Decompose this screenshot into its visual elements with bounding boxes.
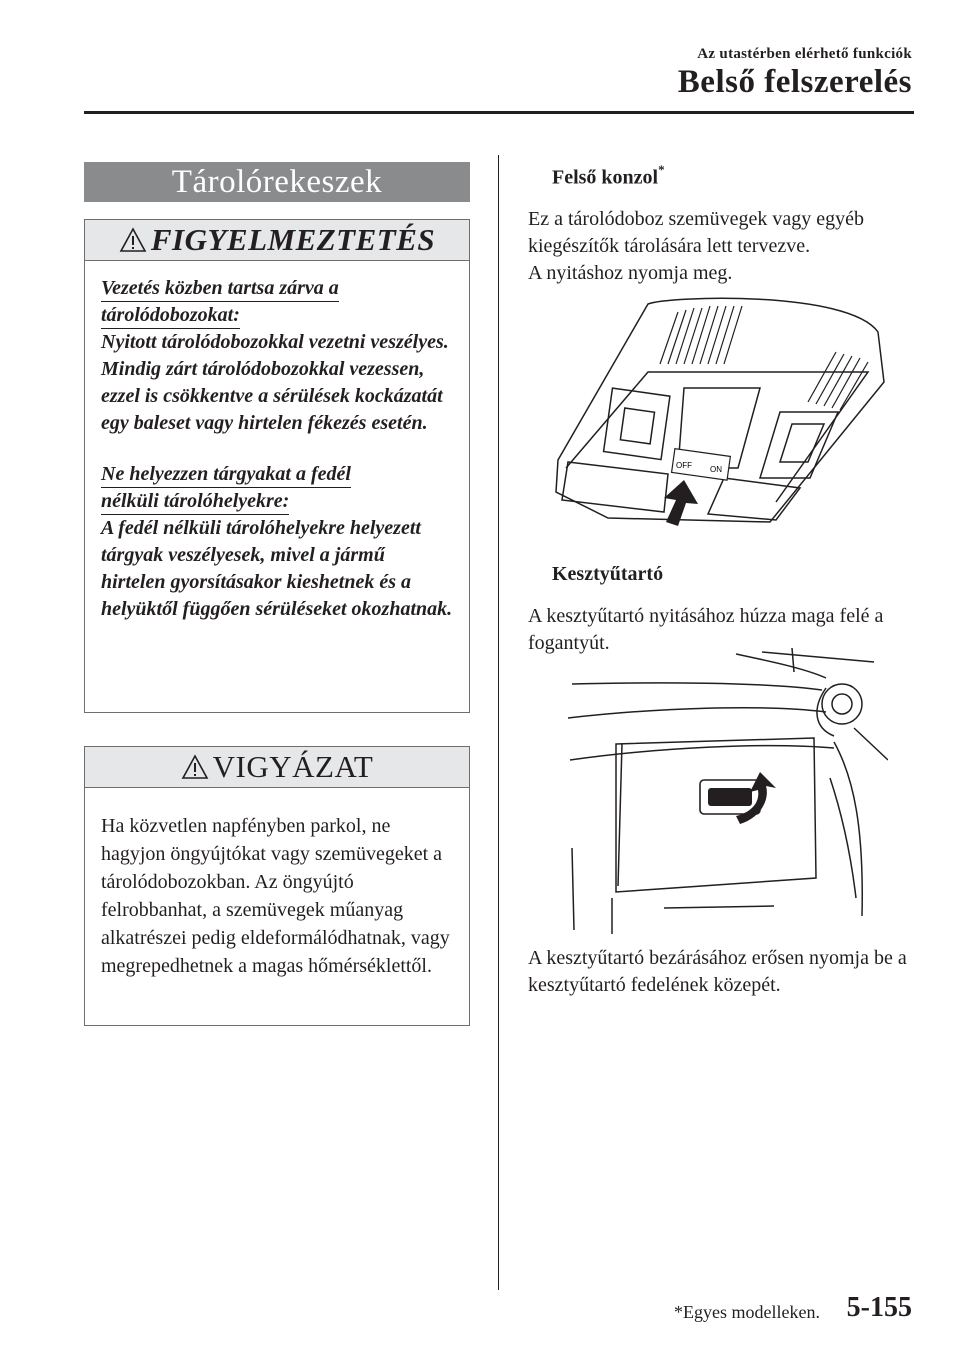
- off-label: OFF: [676, 461, 692, 470]
- overhead-console-asterisk: *: [658, 162, 665, 177]
- overhead-console-title-text: Felső konzol: [552, 166, 659, 189]
- caution-body: [85, 788, 469, 980]
- caution-header: [85, 747, 469, 788]
- overhead-console-title: [552, 164, 665, 190]
- warning-subheading-2a: Ne helyezzen tárgyakat a fedél: [101, 461, 351, 488]
- caution-heading: VIGYÁZAT: [212, 749, 374, 784]
- warning-text-2: A fedél nélküli tárolóhelyekre helyezett tárgyak veszélyesek, mivel a jármű hirtelen gyorsításakor kieshetnek és a helyüktől függően sérüléseket okozhatnak.: [101, 517, 453, 620]
- warning-body: [85, 261, 469, 623]
- warning-box: [84, 219, 470, 713]
- overhead-console-line-1: Ez a tárolódoboz szemüvegek vagy egyéb: [528, 208, 864, 230]
- warning-triangle-icon: [181, 754, 209, 780]
- caution-text: Ha közvetlen napfényben parkol, ne hagyjon öngyújtókat vagy szemüvegeket a tárolódobozokban. Az öngyújtó felrobbanhat, a szemüvegek műanyag alkatrészei pedig eldeformálódhatnak, vagy megrepedhetnek a magas hőmérséklettől.: [101, 815, 450, 977]
- warning-text-1: Nyitott tárolódobozokkal vezetni veszélyes. Mindig zárt tárolódobozokkal vezessen, ezzel is csökkentve a sérülések kockázatát egy baleset vagy hirtelen fékezés esetén.: [101, 331, 449, 434]
- chapter-subtitle: Az utastérben elérhető funkciók: [697, 46, 912, 62]
- overhead-console-line-2: kiegészítők tárolására lett tervezve.: [528, 235, 811, 257]
- header-rule: [84, 111, 914, 114]
- warning-heading: FIGYELMEZTETÉS: [150, 222, 436, 257]
- glove-box-open-text: A kesztyűtartó nyitásához húzza maga felé a fogantyút.: [528, 605, 884, 654]
- footnote: *Egyes modelleken.: [674, 1302, 820, 1322]
- overhead-console-line-3: A nyitáshoz nyomja meg.: [528, 262, 733, 284]
- overhead-console-illustration: [548, 292, 888, 538]
- glove-box-close-text: A kesztyűtartó bezárásához erősen nyomja be a kesztyűtartó fedelének közepét.: [528, 947, 907, 996]
- chapter-title: Belső felszerelés: [677, 64, 912, 100]
- warning-subheading-2b: nélküli tárolóhelyekre:: [101, 488, 289, 515]
- glove-box-title: Kesztyűtartó: [552, 563, 664, 585]
- overhead-console-text: [528, 206, 928, 287]
- on-label: ON: [710, 465, 722, 474]
- caution-box: [84, 746, 470, 1026]
- warning-subheading-1b: tárolódobozokat:: [101, 302, 240, 329]
- warning-subheading-1a: Vezetés közben tartsa zárva a: [101, 275, 339, 302]
- warning-triangle-icon: [119, 227, 147, 253]
- page-number: 5-155: [846, 1292, 912, 1323]
- section-title: Tárolórekeszek: [84, 162, 470, 202]
- warning-header: [85, 220, 469, 261]
- glove-box-illustration: [564, 648, 888, 934]
- column-divider: [498, 155, 499, 1290]
